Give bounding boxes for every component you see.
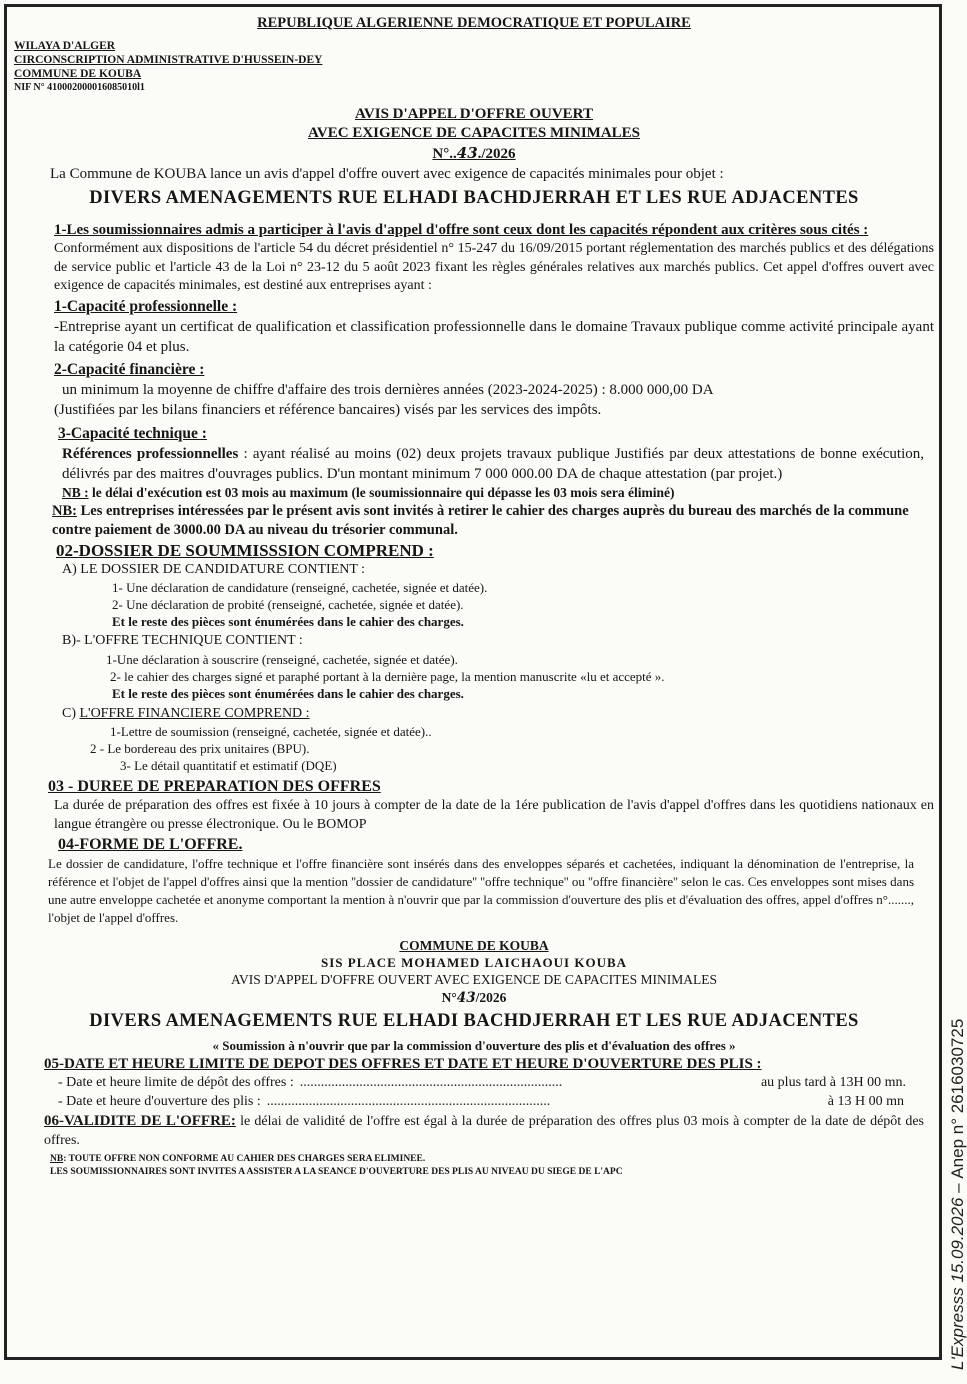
envelope-avis: AVIS D'APPEL D'OFFRE OUVERT AVEC EXIGENCE DE CAPACITES MINIMALES	[230, 972, 718, 987]
section6-heading: 06-VALIDITE DE L'OFFRE:	[44, 1113, 236, 1129]
cap-tech-nb2: NB: Les entreprises intéressées par le présent avis sont invités à retirer le cahier des charges auprès du bureau des marchés de la commune contre paiement de 3000.00 DA au niveau du trésorier communal.	[52, 502, 909, 538]
section1-body: Conformément aux dispositions de l'article 54 du décret présidentiel n° 15-247 du 16/09/2015 portant réglementation des marchés publics et des délégations de service public et l'article 43 de la Loi n° 23-12 du 5 août 2023 fixant les règles générales relatives aux marchés publics. Cet appel d'offres ouvert avec exigence de capacités minimales, est destiné aux entreprises ayant :	[54, 241, 934, 293]
cap-fin-line1: un minimum la moyenne de chiffre d'affaire des trois dernières années (2023-2024-2025) : 8.000 000,00 DA	[62, 381, 714, 398]
section2-a-item: Et le reste des pièces sont énumérées dans le cahier des charges.	[112, 614, 464, 629]
cap-fin-heading: 2-Capacité financière :	[54, 360, 205, 378]
section2-b-heading: B)- L'OFFRE TECHNIQUE CONTIENT :	[62, 633, 303, 648]
tender-notice	[14, 8, 934, 1358]
cap-pro-body: -Entreprise ayant un certificat de qualification et classification professionnelle dans le domaine Travaux publique comme activité principale ayant la catégorie 04 et plus.	[54, 318, 934, 355]
handwritten-number: 43	[456, 990, 476, 1006]
cap-fin-line2: (Justifiées par les bilans financiers et référence bancaires) visés par les services des impôts.	[54, 401, 602, 418]
section2-a-item: 2- Une déclaration de probité (renseigné, cachetée, signée et datée).	[112, 597, 464, 612]
envelope-address: SIS PLACE MOHAMED LAICHAOUI KOUBA	[320, 955, 628, 970]
section3-heading: 03 - DUREE DE PREPARATION DES OFFRES	[48, 778, 381, 795]
cap-tech-label: Références professionnelles	[62, 445, 239, 462]
handwritten-number: 43	[456, 144, 478, 162]
section4-heading: 04-FORME DE L'OFFRE.	[58, 836, 243, 853]
cap-tech-heading: 3-Capacité technique :	[58, 424, 207, 442]
section2-b-item: Et le reste des pièces sont énumérées dans le cahier des charges.	[112, 685, 464, 701]
section1-heading: 1-Les soumissionnaires admis a participer à l'avis d'appel d'offre sont ceux dont les capacités répondent aux critères sous cités :	[54, 222, 869, 238]
section2-a-heading: A) LE DOSSIER DE CANDIDATURE CONTIENT :	[62, 561, 366, 577]
section2-c-item: 1-Lettre de soumission (renseigné, cachetée, signée et datée)..	[110, 724, 432, 739]
title-line2: AVEC EXIGENCE DE CAPACITES MINIMALES	[308, 125, 640, 141]
section2-b-item: 2- le cahier des charges signé et paraphé portant à la dernière page, la mention manuscrite «lu et accepté ».	[110, 668, 665, 684]
object-title: DIVERS AMENAGEMENTS RUE ELHADI BACHDJERRAH ET LES RUE ADJACENTES	[89, 188, 859, 208]
footer-line2: LES SOUMISSIONNAIRES SONT INVITES A ASSISTER A LA SEANCE D'OUVERTURE DES PLIS AU NIVEAU DU SIEGE DE L'APC	[50, 1166, 623, 1177]
notice-title	[14, 105, 934, 164]
publication-stamp: L'Expresss 15.09.2026 – Anep n° 2616030725	[948, 1018, 967, 1370]
circonscription: CIRCONSCRIPTION ADMINISTRATIVE D'HUSSEIN-DEY	[14, 54, 323, 66]
section2-a-item: 1- Une déclaration de candidature (renseigné, cachetée, signée et datée).	[112, 580, 488, 595]
cap-pro-heading: 1-Capacité professionnelle :	[54, 297, 238, 315]
nif: NIF N° 410002000016085010l1	[14, 82, 145, 93]
wilaya: WILAYA D'ALGER	[14, 40, 116, 52]
cap-tech-nb: NB : le délai d'exécution est 03 mois au maximum (le soumissionnaire qui dépasse les 03 mois sera éliminé)	[62, 484, 675, 500]
envelope-object: DIVERS AMENAGEMENTS RUE ELHADI BACHDJERRAH ET LES RUE ADJACENTES	[89, 1011, 859, 1031]
envelope-number: N°43/2026	[441, 990, 507, 1006]
envelope-commune: COMMUNE DE KOUBA	[399, 938, 549, 953]
section2-b-item: 1-Une déclaration à souscrire (renseigné, cachetée, signée et datée).	[106, 651, 458, 667]
footer-notes	[14, 1153, 934, 1179]
deposit-deadline: - Date et heure limite de dépôt des offres : ........................................................................... au plus tard à 13H 00 mn.	[58, 1075, 906, 1090]
issuer-block	[14, 39, 934, 95]
section2-c-item: 2 - Le bordereau des prix unitaires (BPU).	[90, 741, 310, 756]
section3-body: La durée de préparation des offres est fixée à 10 jours à compter de la date de la 1ére publication de l'avis d'appel d'offres dans les quotidiens nationaux en langue étrangère ou presse électronique. Ou le BOMOP	[54, 798, 934, 832]
section4-body: Le dossier de candidature, l'offre technique et l'offre financière sont insérés dans des enveloppes séparés et cachetées, indiquant la dénomination de l'entreprise, la référence et l'objet de l'appel d'offres ainsi que la mention ''dossier de candidature'' ''offre technique'' ou ''offre financière'' selon le cas. Ces enveloppes sont mises dans une autre enveloppe cachetée et anonyme comportant la mention à n'ouvrir que par la commission d'ouverture des plis et d'évaluation des offres, appel d'offres n°......., l'objet de l'appel d'offres.	[48, 856, 914, 925]
section6-body: le délai de validité de l'offre est égal à la durée de préparation des offres plus 03 mois à compter de la date de dépôt des offres.	[44, 1114, 925, 1148]
envelope-mention: « Soumission à n'ouvrir que par la commission d'ouverture des plis et d'évaluation des offres »	[212, 1038, 736, 1053]
section2-c-item: 3- Le détail quantitatif et estimatif (DQE)	[120, 758, 337, 773]
journal-date: L'Expresss 15.09.2026	[948, 1197, 967, 1370]
intro: La Commune de KOUBA lance un avis d'appel d'offre ouvert avec exigence de capacités minimales pour objet :	[50, 166, 724, 182]
footer-nb: NB: TOUTE OFFRE NON CONFORME AU CAHIER DES CHARGES SERA ELIMINEE.	[50, 1153, 426, 1164]
section6	[14, 1111, 934, 1151]
notice-number: N°..43./2026	[432, 144, 516, 162]
envelope-block	[14, 937, 934, 1055]
section2-heading: 02-DOSSIER DE SOUMMISSSION COMPREND :	[56, 540, 434, 560]
anep-number: Anep n° 2616030725	[948, 1018, 967, 1179]
section2-c-heading: C) L'OFFRE FINANCIERE COMPREND :	[62, 705, 310, 721]
title-line1: AVIS D'APPEL D'OFFRE OUVERT	[355, 106, 593, 122]
cap-tech-body: Références professionnelles : ayant réalisé au moins (02) deux projets travaux publique Justifiés par deux attestations de bonne exécution, délivrés par des maitres d'ouvrages publics. D'un montant minimum 7 000 000.00 DA de chaque attestation (par projet.)	[62, 445, 925, 482]
republic-header: REPUBLIQUE ALGERIENNE DEMOCRATIQUE ET POPULAIRE	[257, 15, 691, 31]
section5-heading: 05-DATE ET HEURE LIMITE DE DEPOT DES OFFRES ET DATE ET HEURE D'OUVERTURE DES PLIS :	[44, 1056, 762, 1072]
opening-date: - Date et heure d'ouverture des plis : ................................................................................. à 13 H 00 mn	[58, 1093, 904, 1109]
commune: COMMUNE DE KOUBA	[14, 68, 142, 80]
